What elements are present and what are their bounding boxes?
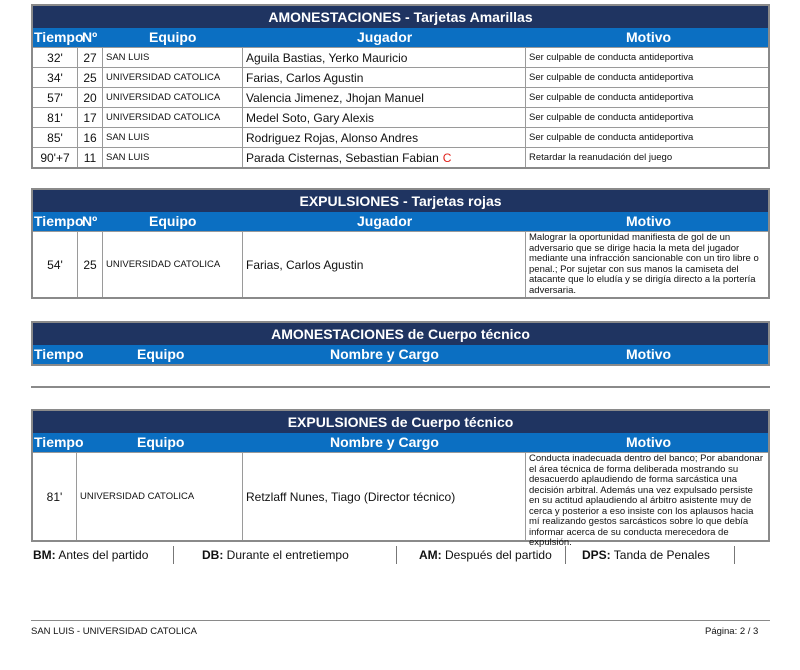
team-cell: UNIVERSIDAD CATOLICA <box>103 88 243 107</box>
table-row <box>33 107 768 127</box>
team-cell: SAN LUIS <box>103 148 243 167</box>
reason-cell: Ser culpable de conducta antideportiva <box>529 72 694 83</box>
table-header <box>33 433 768 452</box>
time-cell: 85' <box>33 128 78 147</box>
col-player: Jugador <box>357 29 413 45</box>
num-cell: 11 <box>78 148 103 167</box>
table-header <box>33 345 768 364</box>
table-row <box>33 47 768 67</box>
legend-text: Tanda de Penales <box>613 548 710 562</box>
footer-page: Página: 2 / 3 <box>705 626 759 637</box>
team-cell: SAN LUIS <box>103 128 243 147</box>
time-cell: 90'+7 <box>33 148 78 167</box>
time-cell: 81' <box>33 108 78 127</box>
table-header <box>33 212 768 231</box>
player-name: Parada Cisternas, Sebastian Fabian <box>246 150 439 165</box>
table-title: EXPULSIONES - Tarjetas rojas <box>33 190 768 212</box>
staff-yellow-table <box>31 321 770 366</box>
col-team: Equipo <box>149 29 197 45</box>
legend-text: Antes del partido <box>58 548 149 562</box>
col-reason: Motivo <box>626 29 672 45</box>
legend-text: Durante el entretiempo <box>226 548 349 562</box>
col-name: Nombre y Cargo <box>330 434 439 450</box>
num-cell: 17 <box>78 108 103 127</box>
player-cell: Farias, Carlos Agustin <box>243 232 526 297</box>
team-cell: UNIVERSIDAD CATOLICA <box>103 108 243 127</box>
num-cell: 27 <box>78 48 103 67</box>
team-cell: UNIVERSIDAD CATOLICA <box>77 453 243 540</box>
col-team: Equipo <box>137 434 185 450</box>
legend-item <box>174 548 396 564</box>
reason-cell: Conducta inadecuada dentro del banco; Por abandonar el área técnica de forma deliberada mostrando su desacuerdo aplaudiendo de forma sarcástica una decisión arbitral. Además una vez expulsado persiste en su actitud aplaudiendo al árbitro asistente muy de cerca y posterior a eso insiste con los aplausos hacia mí realizando gestos sarcásticos sobre lo que debía informar acerca de su conducta merecedora de expulsión. <box>529 453 763 548</box>
team-cell: UNIVERSIDAD CATOLICA <box>103 68 243 87</box>
col-num: Nº <box>82 29 98 45</box>
legend-code: BM: <box>33 548 56 562</box>
col-reason: Motivo <box>626 434 672 450</box>
time-cell: 57' <box>33 88 78 107</box>
col-num: Nº <box>82 213 98 229</box>
yellow-cards-table <box>31 4 770 169</box>
reason-cell: Ser culpable de conducta antideportiva <box>529 132 694 143</box>
col-team: Equipo <box>137 346 185 362</box>
time-cell: 81' <box>33 453 77 540</box>
time-cell: 34' <box>33 68 78 87</box>
player-cell: Rodriguez Rojas, Alonso Andres <box>243 128 526 147</box>
time-cell: 54' <box>33 232 78 297</box>
table-row <box>33 127 768 147</box>
table-row <box>33 67 768 87</box>
legend <box>33 548 735 564</box>
legend-code: DB: <box>202 548 224 562</box>
player-cell: Valencia Jimenez, Jhojan Manuel <box>243 88 526 107</box>
col-name: Nombre y Cargo <box>330 346 439 362</box>
legend-text: Después del partido <box>445 548 552 562</box>
captain-badge: C <box>442 150 452 165</box>
col-time: Tiempo <box>34 29 84 45</box>
reason-cell: Ser culpable de conducta antideportiva <box>529 52 694 63</box>
col-time: Tiempo <box>34 434 84 450</box>
legend-item <box>566 548 734 564</box>
table-title: EXPULSIONES de Cuerpo técnico <box>33 411 768 433</box>
col-time: Tiempo <box>34 346 84 362</box>
col-reason: Motivo <box>626 213 672 229</box>
col-team: Equipo <box>149 213 197 229</box>
divider <box>734 546 735 564</box>
col-reason: Motivo <box>626 346 672 362</box>
table-row <box>33 147 768 167</box>
table-row <box>33 231 768 297</box>
legend-code: AM: <box>419 548 442 562</box>
table-row <box>33 87 768 107</box>
num-cell: 20 <box>78 88 103 107</box>
table-title: AMONESTACIONES de Cuerpo técnico <box>33 323 768 345</box>
reason-cell: Retardar la reanudación del juego <box>529 152 673 163</box>
player-cell: Medel Soto, Gary Alexis <box>243 108 526 127</box>
legend-code: DPS: <box>582 548 611 562</box>
reason-cell: Ser culpable de conducta antideportiva <box>529 112 694 123</box>
team-cell: SAN LUIS <box>103 48 243 67</box>
name-cell: Retzlaff Nunes, Tiago (Director técnico) <box>243 453 526 540</box>
table-title: AMONESTACIONES - Tarjetas Amarillas <box>33 6 768 28</box>
time-cell: 32' <box>33 48 78 67</box>
legend-item <box>33 548 173 564</box>
col-player: Jugador <box>357 213 413 229</box>
reason-cell: Ser culpable de conducta antideportiva <box>529 92 694 103</box>
red-cards-table <box>31 188 770 299</box>
num-cell: 16 <box>78 128 103 147</box>
reason-cell: Malograr la oportunidad manifiesta de gol de un adversario que se dirige hacia la meta del jugador mediante una infracción sancionable con un tiro libre o penal.; Por sujetar con sus manos la camiseta del atacante que lo eludía y se dirigía directo a la portería adversaria. <box>529 232 759 296</box>
footer-divider <box>31 620 770 621</box>
player-cell: Aguila Bastias, Yerko Mauricio <box>243 48 526 67</box>
num-cell: 25 <box>78 68 103 87</box>
player-cell <box>243 148 526 167</box>
legend-item <box>397 548 565 564</box>
player-cell: Farias, Carlos Agustin <box>243 68 526 87</box>
table-row <box>33 452 768 548</box>
divider <box>31 386 770 388</box>
team-cell: UNIVERSIDAD CATOLICA <box>103 232 243 297</box>
col-time: Tiempo <box>34 213 84 229</box>
num-cell: 25 <box>78 232 103 297</box>
table-header <box>33 28 768 47</box>
staff-red-table <box>31 409 770 548</box>
footer-match: SAN LUIS - UNIVERSIDAD CATOLICA <box>31 626 197 637</box>
